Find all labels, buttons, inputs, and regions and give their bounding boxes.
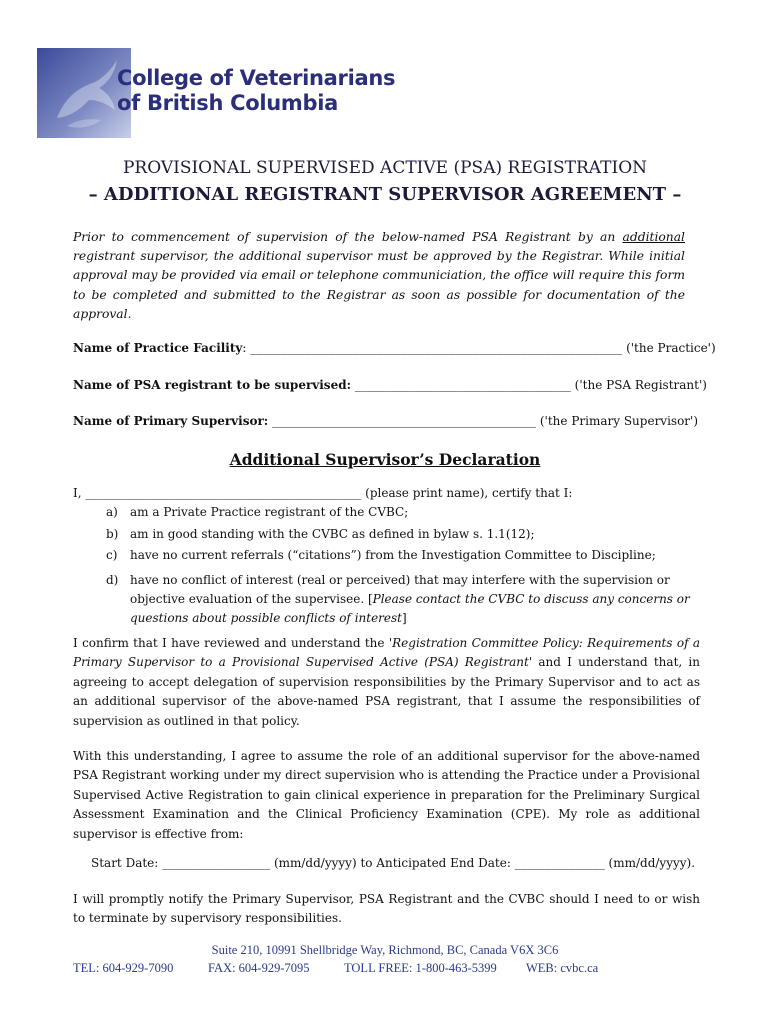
date-range-field[interactable]: Start Date: __________________ (mm/dd/yyyy) to Anticipated End Date: _______________ (mm/dd/yyyy). [91,856,696,870]
item-d-continuation-2 [106,609,696,628]
psa-registrant-blank[interactable]: ____________________________________ [351,378,571,392]
primary-supervisor-label: Name of Primary Supervisor: [73,414,269,428]
item-label: c) [106,548,118,562]
footer-tel: TEL: 604-929-7090 [73,961,174,975]
psa-registrant-label: Name of PSA registrant to be supervised: [73,378,352,392]
item-label: b) [106,527,119,541]
org-name-line2: of British Columbia [117,91,339,115]
psa-registrant-field[interactable] [73,378,707,392]
footer-web[interactable]: WEB: cvbc.ca [526,961,599,975]
item-text: am in good standing with the CVBC as defined in bylaw s. 1.1(12); [130,527,535,541]
practice-facility-field[interactable] [73,341,716,355]
termination-paragraph: I will promptly notify the Primary Supervisor, PSA Registrant and the CVBC should I need to or wish to terminate by supervisory responsibilities. [73,892,700,926]
item-text: am a Private Practice registrant of the CVBC; [130,505,409,519]
footer-tollfree: TOLL FREE: 1-800-463-5399 [344,961,497,975]
form-title: PROVISIONAL SUPERVISED ACTIVE (PSA) REGISTRATION [122,158,648,178]
print-name-field[interactable]: I, ______________________________________________ (please print name), certify that I: [73,486,573,500]
primary-supervisor-field[interactable] [73,414,698,428]
item-d-text-c: ] [402,611,407,625]
item-d-italic-b: Please contact the CVBC to discuss any concerns or [372,592,690,606]
practice-facility-blank[interactable]: : ______________________________________________________________ [242,341,623,355]
declaration-item-a [106,505,408,519]
primary-supervisor-suffix: ('the Primary Supervisor') [536,414,699,428]
org-name [117,66,395,116]
psa-registrant-suffix: ('the PSA Registrant') [570,378,707,392]
primary-supervisor-blank[interactable]: ____________________________________________ [268,414,537,428]
practice-facility-label: Name of Practice Facility [73,341,243,355]
footer-address: Suite 210, 10991 Shellbridge Way, Richmond, BC, Canada V6X 3C6 [211,943,559,957]
item-d-text-b: objective evaluation of the supervisee. [ [130,592,373,606]
org-name-line1: College of Veterinarians [117,66,396,90]
policy-confirmation-paragraph [73,634,700,731]
declaration-heading: Additional Supervisor’s Declaration [229,450,541,469]
para1-b: ' and I understand that, in agreeing to accept delegation of supervision responsibilities by the Primary Supervisor and to act as an additional supervisor of the above-named PSA registrant, that I assume the responsibilities of supervision as outlined in that policy. [73,655,700,728]
para1-policy-title: Registration Committee Policy: Requirements of a Primary Supervisor to a Provisional Supervised Active (PSA) Registrant [73,636,700,670]
declaration-item-d [106,571,696,628]
intro-underlined: additional [622,230,685,244]
item-text: have no conflict of interest (real or perceived) that may interfere with the supervision or [130,573,670,587]
intro-text-after: registrant supervisor, the additional supervisor must be approved by the Registrar. While initial approval may be provided via email or telephone communiciation, the office will require this form to be completed and submitted to the Registrar as soon as possible for documentation of the approval. [73,249,685,321]
declaration-item-c [106,548,656,562]
form-subtitle: – ADDITIONAL REGISTRANT SUPERVISOR AGREEMENT – [88,184,682,205]
item-d-continuation [106,590,696,609]
item-label: d) [106,573,119,587]
intro-paragraph [73,228,685,324]
footer-fax: FAX: 604-929-7095 [208,961,310,975]
practice-facility-suffix: ('the Practice') [622,341,716,355]
item-text: have no current referrals (“citations”) from the Investigation Committee to Discipline; [130,548,656,562]
para1-a: I confirm that I have reviewed and understand the ' [73,636,393,650]
declaration-item-b [106,527,535,541]
item-label: a) [106,505,118,519]
agreement-paragraph: With this understanding, I agree to assume the role of an additional supervisor for the above-named PSA Registrant working under my direct supervision who is attending the Practice under a Provisional Supervised Active Registration to gain clinical experience in preparation for the Preliminary Surgical Assessment Examination and the Clinical Proficiency Examination (CPE). My role as additional supervisor is effective from: [73,749,700,841]
intro-text-before: Prior to commencement of supervision of the below-named PSA Registrant by an [73,230,623,244]
item-d-italic-c: questions about possible conflicts of interest [130,611,402,625]
